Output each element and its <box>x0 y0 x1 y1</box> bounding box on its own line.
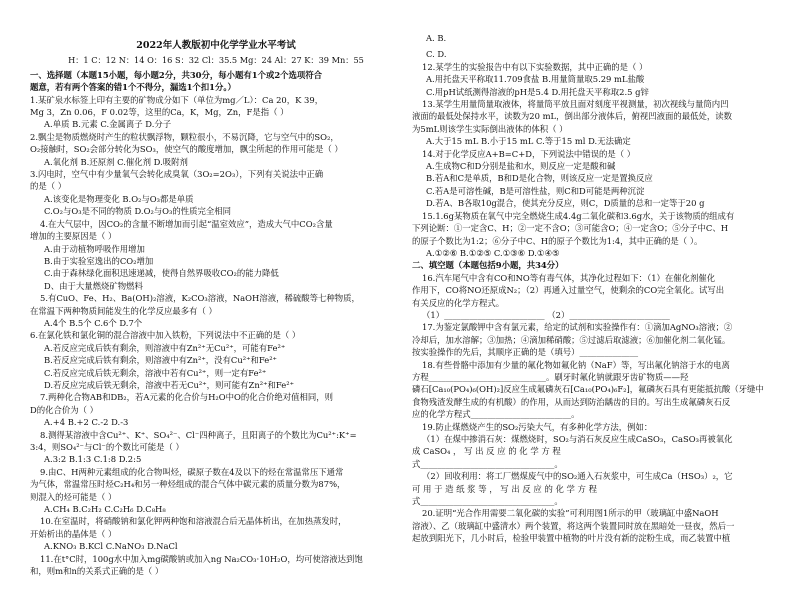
question-text-line: 和，则m和n的关系式正确的是（ ） <box>30 566 164 577</box>
question-text-line: 3.闪电时，空气中有少量氧气会转化成臭氧（3O₂=2O₃），下列有关说法中正确 <box>30 169 324 180</box>
question-text-line: 起放到阳光下，几小时后，检验甲装置中植物的叶片没有新的淀粉生成，而乙装置中植 <box>412 533 731 544</box>
question-text-line: 冷却后，加水溶解；③加热；④滴加稀硝酸；⑤过滤后取滤液；⑥加催化剂二氧化锰。 <box>412 334 731 345</box>
question-text-line: 5.有CuO、Fe、H₂、Ba(OH)₂溶液，K₂CO₃溶液，NaOH溶液，稀硫酸等七种物质， <box>40 293 360 304</box>
question-text-line: 2.飘尘是物质燃烧时产生的粒状飘浮物，颗粒很小，不易沉降，它与空气中的SO₂， <box>30 131 339 142</box>
answer-options: A.氧化剂 B.还原剂 C.催化剂 D.吸附剂 <box>44 156 188 167</box>
question-text-line: O₂接触时，SO₂会部分转化为SO₃，使空气的酸度增加，飘尘所起的作用可能是（ ） <box>30 144 343 155</box>
answer-options: C.若反应完成后铁无剩余，溶液中若有Cu²⁺，则一定有Fe²⁺ <box>44 367 267 378</box>
answer-options: A.若反应完成后铁有剩余，则溶液中有Zn²⁺无Cu²⁺，可能有Fe²⁺ <box>44 342 286 353</box>
question-text-line: 9.由C、H两种元素组成的化合物叫烃，碳原子数在4及以下的烃在常温常压下通常 <box>40 466 344 477</box>
question-text-line: 液面的最低处保持水平，读数为20 mL，倒出部分液体后，俯视凹液面的最低处，读数 <box>412 111 732 122</box>
question-text-line: 可 用 于 造 纸 浆 等 ， 写 出 反 应 的 化 学 方 程 <box>412 483 597 494</box>
question-text-line: 开始析出的晶体是（ ） <box>30 528 117 539</box>
answer-options: C.由于森林绿化面积迅速递减，使得自然界吸收CO₂的能力降低 <box>44 268 279 279</box>
question-text-line: Mg 3，Zn 0.06，F 0.02等，这里的Ca，K，Mg，Zn，F是指（ ） <box>30 107 289 118</box>
question-text-line: 11.在t°C时，100g水中加入mg碳酸钠或加入ng Na₂CO₃·10H₂O，均可使溶液达到饱 <box>40 553 363 564</box>
question-text-line: 12.某学生的实验报告中有以下实验数据，其中正确的是（ ） <box>422 61 648 72</box>
question-text-line: 18.有些骨骼中添加有少量的氟化物如氟化钠（NaF）等，写出氟化钠溶于水的电离 <box>422 359 730 370</box>
answer-options: D.若反应完成后铁无剩余，溶液中若无Cu²⁺，则可能有Zn²⁺和Fe²⁺ <box>44 379 294 390</box>
answer-options: D.若A、B各取10g混合，使其充分反应，则C，D质量的总和一定等于20 g <box>426 198 705 209</box>
question-text-line: 的是（ ） <box>30 181 67 192</box>
left-question-list <box>30 69 402 578</box>
answer-options: C. D. <box>426 49 447 60</box>
answer-options: D、由于大量燃烧矿物燃料 <box>44 280 143 291</box>
question-text-line: 食物残渣发酵生成的有机酸）的作用，从而达到防治龋齿的目的。写出生成氟磷灰石反 <box>412 396 731 407</box>
question-text-line: 式________________________________。 <box>412 458 563 469</box>
question-text-line: 应的化学方程式________________________。 <box>412 409 580 420</box>
page-title: 2022年人教版初中化学学业水平考试 <box>136 40 296 51</box>
question-text-line: 6.在氯化铁和氯化铜的混合溶液中加入铁粉，下列说法中不正确的是（ ） <box>30 330 301 341</box>
question-text-line: 1.某矿泉水标签上印有主要的矿物成分如下（单位为mg／L）：Ca 20，K 39， <box>30 94 324 105</box>
question-text-line: 19.防止煤燃烧产生的SO₂污染大气，有多种化学方法，例如： <box>422 421 653 432</box>
question-text-line: 式________________________________。 <box>412 496 563 507</box>
section-heading: 一、选择题（本题15小题，每小题2分，共30分，每小题有1个或2个选项符合 <box>30 69 323 80</box>
answer-options: A.KNO₃ B.KCl C.NaNO₃ D.NaCl <box>44 541 178 552</box>
question-text-line: 方程____________________________。刷牙时氟化钠就跟牙齿矿物质——羟 <box>412 371 689 382</box>
section-heading: 题意，若有两个答案的错1个不得分，漏选1个扣1分。） <box>30 82 236 93</box>
question-text-line: （2）回收利用：将工厂燃煤废气中的SO₂通入石灰浆中，可生成Ca（HSO₃）₂，它 <box>422 471 733 482</box>
answer-options: A.大于15 mL B.小于15 mL C.等于15 ml D.无法确定 <box>426 136 631 147</box>
left-column <box>30 40 402 577</box>
question-text-line: 14.对于化学反应A+B=C+D，下列说法中错误的是（ ） <box>422 148 636 159</box>
answer-options: A.该变化是物理变化 B.O₂与O₃都是单质 <box>44 193 194 204</box>
answer-options: A. B. <box>426 33 447 43</box>
answer-options: B.由于实验室逸出的CO₂增加 <box>44 255 154 266</box>
question-text-line: 为气体，常温常压时烃C₂H₄和另一种烃组成的混合气体中碳元素的质量分数为87%， <box>30 479 346 490</box>
question-text-line: 的原子个数比为1:2；⑥分子中C、H的原子个数比为1:4，其中正确的是（ ）。 <box>412 235 703 246</box>
question-text-line: 15.1.6g某物质在氧气中完全燃烧生成4.4g二氧化碳和3.6g水，关于该物质的组成有 <box>422 210 735 221</box>
question-text-line: 磷石[Ca₁₀(PO₄)₆(OH)₂]反应生成氟磷灰石[Ca₁₀(PO₄)₆F₂]，氟磷灰石具有更能抵抗酸（牙缝中 <box>412 384 764 395</box>
question-text-line: 16.汽车尾气中含有CO和NO等有毒气体，其净化过程如下：（1）在催化剂催化 <box>422 272 716 283</box>
question-text-line: （1）________________________ （2）________________________ <box>422 309 670 320</box>
question-text-line: 4.在大气层中，因CO₂的含量不断增加而引起“温室效应”，造成大气中CO₂含量 <box>40 218 333 229</box>
question-text-line: 17.为鉴定氯酸钾中含有氯元素，给定的试剂和实验操作有：①滴加AgNO₃溶液；② <box>422 322 733 333</box>
question-text-line: 7.两种化合物AB和DB₂，若A元素的化合价与H₂O中O的化合价绝对值相同，则 <box>40 392 333 403</box>
answer-options: C.若A是可溶性碱，B是可溶性盐，则C和D可能是两种沉淀 <box>426 185 645 196</box>
question-text-line: 作用下，CO将NO还原成N₂；（2）再通入过量空气，使剩余的CO完全氧化。试写出 <box>412 285 725 296</box>
relative-atomic-masses: H：1 C：12 N：14 O：16 S：32 Cl：35.5 Mg：24 Al：27 K：39 Mn：55 <box>68 55 364 66</box>
answer-options: A.+4 B.+2 C.-2 D.-3 <box>44 417 129 428</box>
question-text-line: 为5mL则该学生实际倒出液体的体积（ ） <box>412 123 568 134</box>
answer-options: A.用托盘天平称取11.709食盐 B.用量筒量取5.29 mL盐酸 <box>426 74 645 85</box>
question-text-line: 溶液）、乙（玻璃缸中盛清水）两个装置，将这两个装置同时放在黑暗处一昼夜，然后一 <box>412 520 735 531</box>
question-text-line: D的化合价为（ ） <box>30 404 99 415</box>
question-text-line: 8.测得某溶液中含Cu²⁺、K⁺、SO₄²⁻、Cl⁻四种离子，且阳离子的个数比为Cu²⁺:K⁺= <box>40 429 357 440</box>
question-text-line: 下列论断：①一定含C、H；②一定不含O；③可能含O；④一定含O；⑤分子中C、H <box>412 223 729 234</box>
answer-options: A.①②⑥ B.①②⑤ C.①③⑥ D.①④⑤ <box>426 247 560 258</box>
answer-options: A.CH₄ B.C₂H₂ C.C₂H₆ D.C₈H₈ <box>44 504 166 515</box>
question-text-line: 则混入的烃可能是（ ） <box>30 491 117 502</box>
answer-options: A.4个 B.5个 C.6个 D.7个 <box>44 317 143 328</box>
question-text-line: 增加的主要原因是（ ） <box>30 231 117 242</box>
question-text-line: 在常温下两种物质间能发生的化学反应最多有（ ） <box>30 305 217 316</box>
section-heading: 二、填空题（本题包括9小题，共34分） <box>412 260 564 271</box>
answer-options: A.单质 B.元素 C.金属离子 D.分子 <box>44 119 172 130</box>
question-text-line: 按实验操作的先后，其顺序正确的是（填号）______________ <box>412 347 639 358</box>
right-question-list <box>412 32 777 545</box>
question-text-line: 成 CaSO₄ ， 写 出 反 应 的 化 学 方 程 <box>412 446 561 457</box>
question-text-line: 10.在室温时，将硝酸钠和氯化钾两种饱和溶液混合后无晶体析出，在加热蒸发时， <box>40 516 347 527</box>
question-text-line: 有关反应的化学方程式。 <box>412 297 505 308</box>
answer-options: A.由于动植物呼吸作用增加 <box>44 243 145 254</box>
question-text-line: （1）在煤中掺消石灰：煤燃烧时，SO₂与消石灰反应生成CaSO₃，CaSO₃再被氧化 <box>422 434 733 444</box>
answer-options: B.若反应完成后铁有剩余，则溶液中有Zn²⁺，没有Cu²⁺和Fe²⁺ <box>44 355 277 366</box>
answer-options: A.生成物C和D分别是盐和水，则反应一定是酸和碱 <box>426 161 616 172</box>
answer-options: B.若A和C是单质，B和D是化合物，则该反应一定是置换反应 <box>426 173 653 184</box>
question-text-line: 20.证明“光合作用需要二氧化碳的实验”可利用图1所示的甲（玻璃缸中盛NaOH <box>422 508 719 519</box>
answer-options: C.用pH试纸测得溶液的pH是5.4 D.用托盘天平称取2.5 g锌 <box>426 86 649 97</box>
answer-options: A.3:2 B.1:3 C.1:8 D.2:5 <box>44 454 142 465</box>
answer-options: C.O₂与O₃是不同的物质 D.O₂与O₃的性质完全相同 <box>44 206 232 217</box>
right-column <box>412 32 777 545</box>
question-text-line: 13.某学生用量筒量取液体，将量筒平放且面对刻度平视测量，初次视线与量筒内凹 <box>422 99 729 110</box>
question-text-line: 3:4，则SO₄²⁻与Cl⁻的个数比可能是（ ） <box>30 442 184 452</box>
